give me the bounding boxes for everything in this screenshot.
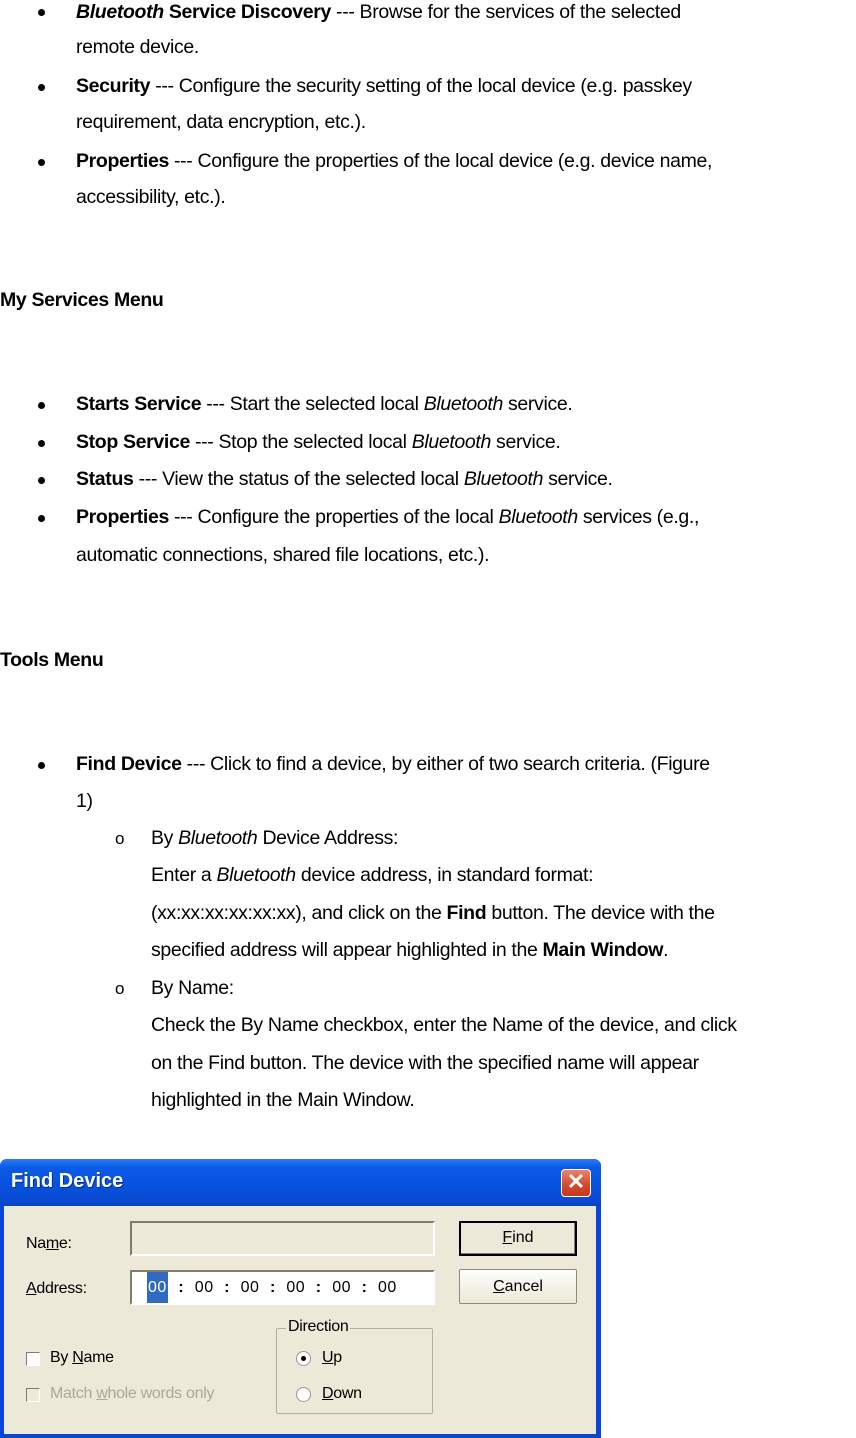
accelerator: U: [322, 1349, 334, 1366]
by-name-label[interactable]: [50, 1349, 114, 1367]
italic-text: Bluetooth: [178, 827, 258, 849]
term: Stop Service: [76, 431, 190, 453]
match-whole-words-label: [50, 1385, 214, 1403]
term: Security: [76, 75, 151, 97]
address-octet-3[interactable]: 00: [240, 1279, 260, 1296]
accelerator: N: [72, 1349, 84, 1366]
term: Service Discovery: [163, 1, 331, 23]
address-octet-1[interactable]: 00: [147, 1272, 168, 1303]
separator: :: [361, 1279, 368, 1296]
text: --- View the status of the selected local: [133, 468, 464, 490]
separator: :: [224, 1279, 230, 1296]
bold-text: Main Window: [542, 939, 664, 961]
description: --- Click to find a device, by either of two search criteria. (Figure: [181, 753, 710, 775]
term-italic: Bluetooth: [76, 1, 164, 23]
list-item: [76, 505, 699, 529]
text: service.: [543, 468, 613, 490]
text: (xx:xx:xx:xx:xx:xx), and click on the: [151, 902, 447, 924]
sub-item-text: [151, 938, 668, 962]
separator: :: [269, 1279, 276, 1296]
list-item: [76, 0, 681, 24]
address-octet-5[interactable]: 00: [332, 1279, 351, 1296]
sub-item-label: [151, 826, 398, 850]
term: Properties: [76, 150, 169, 172]
text: Match: [50, 1385, 97, 1402]
bullet: [38, 515, 45, 522]
bullet: [38, 9, 45, 16]
bold-text: Find: [446, 902, 487, 924]
text: ame: [83, 1349, 114, 1366]
text: service.: [490, 431, 561, 453]
sub-bullet: o: [115, 979, 125, 998]
text: services (e.g.,: [577, 506, 700, 528]
section-heading: Tools Menu: [0, 649, 104, 671]
sub-item-text: on the Find button. The device with the specified name will appear: [151, 1052, 699, 1074]
list-item-cont: automatic connections, shared file locations, etc.).: [76, 544, 490, 566]
address-label: [26, 1280, 87, 1298]
direction-group-label: Direction: [288, 1318, 349, 1335]
cancel-button[interactable]: [459, 1269, 577, 1304]
accelerator: F: [502, 1229, 513, 1246]
list-item-cont: 1): [76, 790, 93, 812]
dialog-title: Find Device: [11, 1170, 124, 1192]
text: ddress:: [36, 1280, 87, 1297]
direction-down-radio[interactable]: [296, 1387, 311, 1402]
description: --- Configure the properties of the local device (e.g. device name,: [168, 150, 713, 172]
list-item: [76, 467, 613, 491]
separator: :: [178, 1279, 185, 1296]
italic-text: Bluetooth: [423, 393, 503, 415]
list-item: [76, 149, 712, 173]
accelerator: D: [322, 1385, 334, 1402]
description: --- Configure the security setting of the local device (e.g. passkey: [150, 75, 692, 97]
accelerator: w: [96, 1385, 108, 1402]
term: Starts Service: [76, 393, 202, 415]
text: hole words only: [107, 1385, 215, 1402]
bullet: [38, 762, 45, 769]
address-octet-6[interactable]: 00: [377, 1279, 397, 1296]
text: own: [333, 1385, 362, 1402]
close-icon: ✕: [566, 1169, 586, 1194]
text: button. The device with the: [486, 902, 715, 924]
text: Na: [26, 1235, 46, 1252]
name-input[interactable]: [130, 1221, 435, 1256]
sub-item-text: [151, 863, 593, 887]
separator: :: [315, 1279, 322, 1296]
address-octet-2[interactable]: 00: [194, 1279, 214, 1296]
direction-up-radio[interactable]: [296, 1351, 311, 1366]
italic-text: Bluetooth: [216, 864, 296, 886]
text: Device Address:: [257, 827, 399, 849]
direction-down-label[interactable]: [322, 1385, 362, 1403]
section-heading: My Services Menu: [0, 289, 164, 311]
title-bar[interactable]: [0, 1159, 601, 1206]
list-item-cont: requirement, data encryption, etc.).: [76, 111, 366, 133]
description: --- Browse for the services of the selected: [330, 1, 681, 23]
text: --- Start the selected local: [201, 393, 424, 415]
address-input[interactable]: [130, 1270, 435, 1305]
find-button[interactable]: [459, 1221, 577, 1256]
text: service.: [502, 393, 573, 415]
list-item: [76, 430, 560, 454]
list-item-cont: accessibility, etc.).: [76, 186, 226, 208]
text: --- Stop the selected local: [189, 431, 412, 453]
bullet: [38, 402, 45, 409]
sub-item-label: By Name:: [151, 977, 234, 999]
text: e:: [58, 1235, 72, 1252]
list-item: [76, 74, 692, 98]
bullet: [38, 440, 45, 447]
list-item: [76, 752, 710, 776]
sub-item-text: [151, 901, 715, 925]
text: device address, in standard format:: [295, 864, 594, 886]
accelerator: C: [493, 1278, 505, 1295]
dialog-body: [4, 1206, 596, 1434]
button-label: ancel: [504, 1278, 543, 1295]
text: .: [663, 939, 669, 961]
name-label: [26, 1235, 72, 1253]
button-label: ind: [512, 1229, 534, 1246]
accelerator: m: [45, 1235, 59, 1252]
match-whole-words-checkbox: [26, 1388, 40, 1402]
italic-text: Bluetooth: [498, 506, 578, 528]
find-device-dialog: [0, 1159, 601, 1438]
text: specified address will appear highlighted in the: [151, 939, 543, 961]
bullet: [38, 159, 45, 166]
text: Enter a: [151, 864, 217, 886]
sub-bullet: o: [115, 829, 125, 848]
term: Properties: [76, 506, 169, 528]
close-button[interactable]: [561, 1169, 591, 1197]
direction-up-label[interactable]: [322, 1349, 342, 1367]
list-item-cont: remote device.: [76, 36, 199, 58]
bullet: [38, 477, 45, 484]
italic-text: Bluetooth: [411, 431, 491, 453]
text: By: [50, 1349, 73, 1366]
sub-item-text: Check the By Name checkbox, enter the Name of the device, and click: [151, 1014, 737, 1036]
bullet: [38, 84, 45, 91]
text: By: [151, 827, 179, 849]
text: --- Configure the properties of the local: [168, 506, 499, 528]
term: Find Device: [76, 753, 182, 775]
term: Status: [76, 468, 134, 490]
accelerator: A: [26, 1280, 37, 1297]
list-item: [76, 392, 572, 416]
text: p: [333, 1349, 342, 1366]
address-octet-4[interactable]: 00: [286, 1279, 306, 1296]
italic-text: Bluetooth: [463, 468, 544, 490]
by-name-checkbox[interactable]: [26, 1352, 40, 1366]
sub-item-text: highlighted in the Main Window.: [151, 1089, 415, 1111]
